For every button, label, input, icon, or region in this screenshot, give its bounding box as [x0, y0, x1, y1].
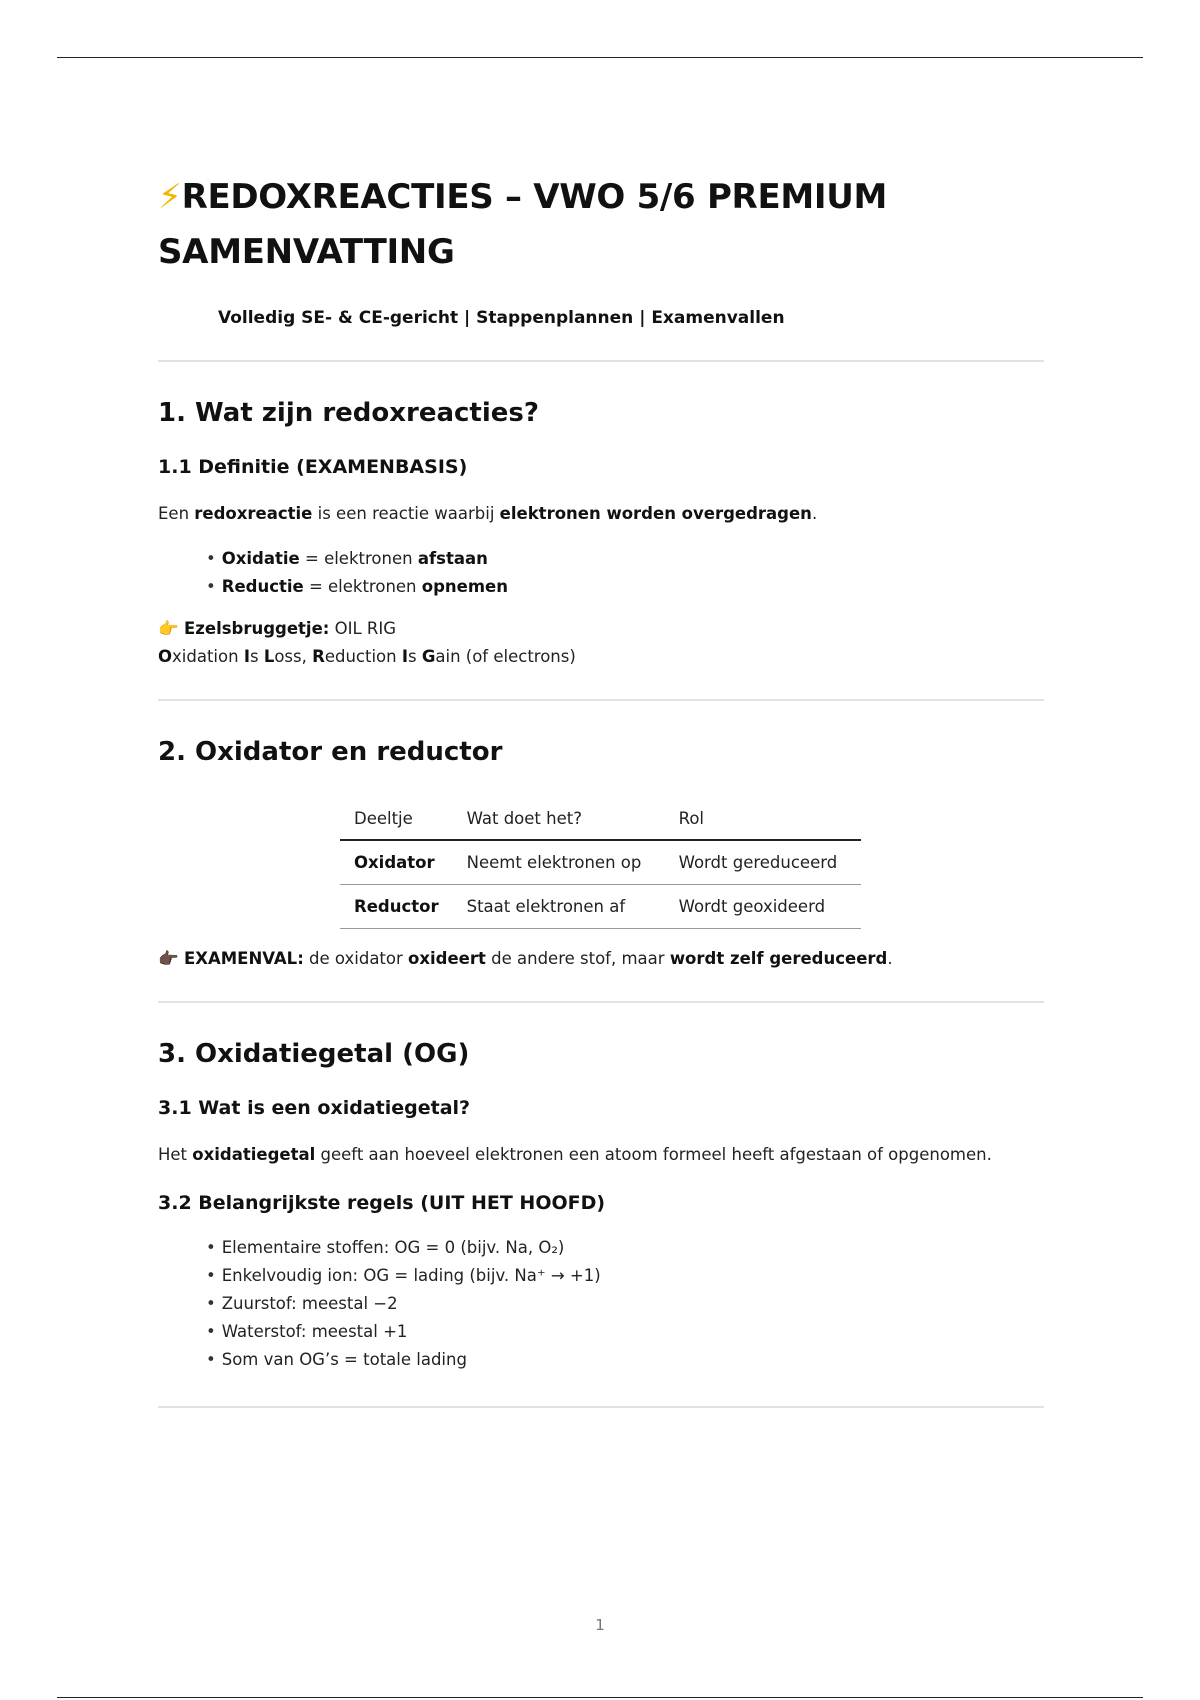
- table-row: [340, 840, 861, 885]
- page-number: 1: [595, 1616, 605, 1634]
- section-2-heading: 2. Oxidator en reductor: [158, 737, 503, 767]
- page-bottom-rule: [57, 1697, 1143, 1698]
- table-header-row: [340, 797, 861, 840]
- section-divider: [158, 1001, 1044, 1003]
- table-cell: Oxidator: [340, 840, 453, 885]
- mnemonic-note: 👉 Ezelsbruggetje: OIL RIG Oxidation Is Loss, Reduction Is Gain (of electrons): [158, 615, 1044, 671]
- table-cell: Wordt gereduceerd: [665, 840, 861, 885]
- list-item: • Waterstof: meestal +1: [206, 1318, 1044, 1346]
- section-divider: [158, 1406, 1044, 1408]
- oil-rig-explanation: Oxidation Is Loss, Reduction Is Gain (of electrons): [158, 647, 576, 666]
- section-1-heading: 1. Wat zijn redoxreacties?: [158, 398, 539, 428]
- list-item: • Elementaire stoffen: OG = 0 (bijv. Na, O₂): [206, 1234, 1044, 1262]
- pointing-hand-icon: 👉: [158, 619, 179, 638]
- table-header-cell: Deeltje: [340, 797, 453, 840]
- section-3-heading: 3. Oxidatiegetal (OG): [158, 1039, 470, 1069]
- oxidation-rules-list: [158, 1234, 1044, 1374]
- section-3-1-heading: 3.1 Wat is een oxidatiegetal?: [158, 1097, 471, 1119]
- table-cell: Staat elektronen af: [453, 885, 665, 929]
- table-header-cell: Wat doet het?: [453, 797, 665, 840]
- section-divider: [158, 699, 1044, 701]
- table-cell: Wordt geoxideerd: [665, 885, 861, 929]
- redox-bullet-list: [158, 545, 1044, 601]
- page-top-rule: [57, 57, 1143, 58]
- oxidation-number-definition: Het oxidatiegetal geeft aan hoeveel elektronen een atoom formeel heeft afgestaan of opgenomen.: [158, 1145, 992, 1164]
- page-title: [158, 170, 1044, 280]
- list-item: • Reductie = elektronen opnemen: [206, 573, 1044, 601]
- section-1-1-heading: 1.1 Definitie (EXAMENBASIS): [158, 456, 468, 478]
- pointing-hand-dark-icon: 👉🏿: [158, 949, 179, 968]
- oxidator-reductor-table: [340, 797, 861, 929]
- list-item: • Oxidatie = elektronen afstaan: [206, 545, 1044, 573]
- page-subtitle: Volledig SE- & CE-gericht | Stappenplannen | Examenvallen: [218, 308, 785, 328]
- table-cell: Reductor: [340, 885, 453, 929]
- section-divider: [158, 360, 1044, 362]
- list-item: • Som van OG’s = totale lading: [206, 1346, 1044, 1374]
- table-row: [340, 885, 861, 929]
- section-3-2-heading: 3.2 Belangrijkste regels (UIT HET HOOFD): [158, 1192, 606, 1214]
- list-item: • Zuurstof: meestal −2: [206, 1290, 1044, 1318]
- document-body: [158, 170, 1044, 1408]
- table-header-cell: Rol: [665, 797, 861, 840]
- lightning-icon: ⚡: [158, 177, 182, 217]
- redox-definition: Een redoxreactie is een reactie waarbij elektronen worden overgedragen.: [158, 504, 818, 523]
- exam-pitfall-note: 👉🏿 EXAMENVAL: de oxidator oxideert de andere stof, maar wordt zelf gereduceerd.: [158, 945, 1044, 973]
- table-cell: Neemt elektronen op: [453, 840, 665, 885]
- list-item: • Enkelvoudig ion: OG = lading (bijv. Na⁺ → +1): [206, 1262, 1044, 1290]
- title-line-2: SAMENVATTING: [158, 232, 455, 272]
- title-line-1: REDOXREACTIES – VWO 5/6 PREMIUM: [181, 177, 888, 217]
